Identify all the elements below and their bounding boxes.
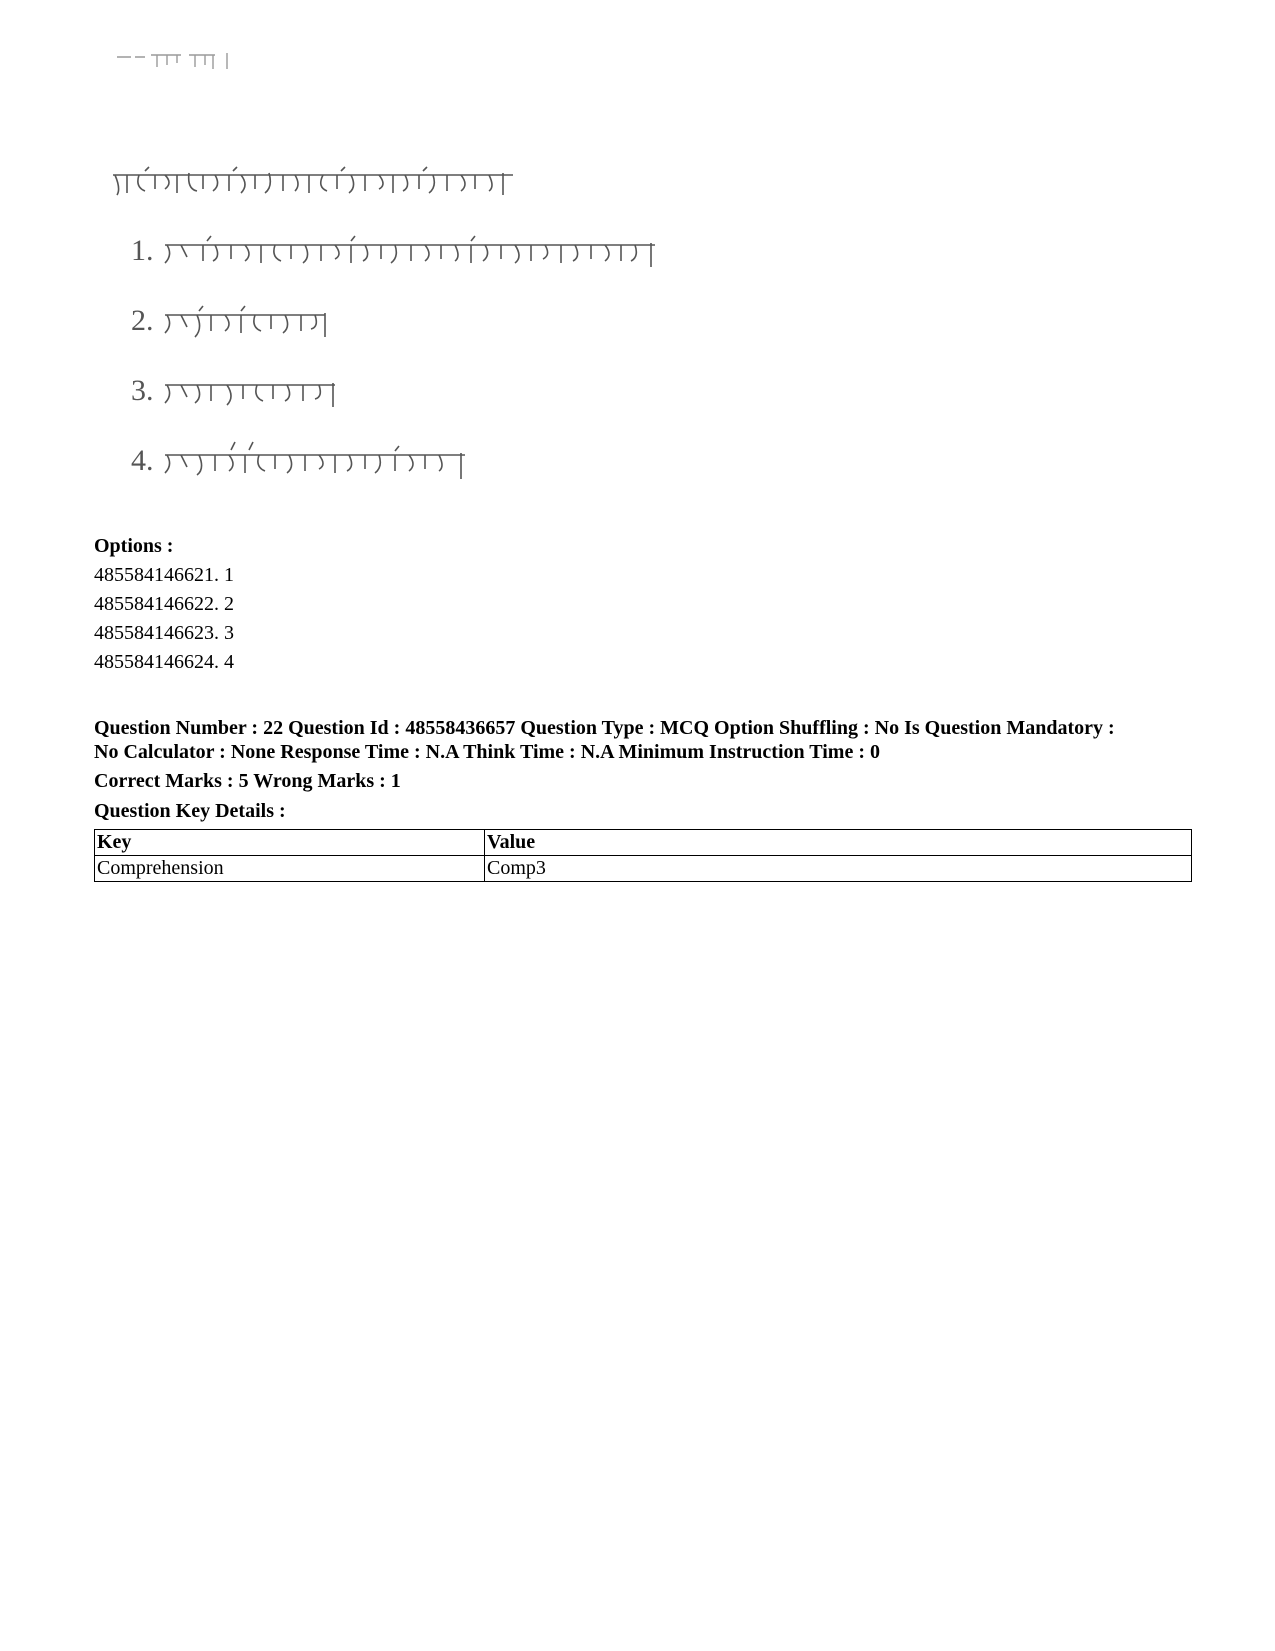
- table-row: [95, 856, 1192, 882]
- image-number-1: 1.: [131, 234, 154, 267]
- options-section: [94, 532, 234, 677]
- question-script-line: [113, 167, 513, 195]
- image-number-3: 3.: [131, 374, 154, 407]
- key-details-table: [94, 829, 1192, 882]
- option-script-line-4: [165, 442, 465, 479]
- option-item-1: 485584146621. 1: [94, 564, 234, 586]
- image-number-2: 2.: [131, 304, 154, 337]
- options-header: Options :: [94, 535, 174, 557]
- option-script-line-3: [165, 383, 335, 407]
- option-script-line-1: [165, 236, 655, 267]
- table-header-key: Key: [95, 830, 485, 856]
- key-details-header: Question Key Details :: [94, 800, 286, 822]
- faded-script-fragment: [117, 53, 227, 69]
- option-item-2: 485584146622. 2: [94, 593, 234, 615]
- table-header-value: Value: [485, 830, 1192, 856]
- option-item-3: 485584146623. 3: [94, 622, 234, 644]
- question-meta-line-2: No Calculator : None Response Time : N.A Think Time : N.A Minimum Instruction Time : 0: [94, 741, 880, 763]
- question-meta-line-1: Question Number : 22 Question Id : 48558436657 Question Type : MCQ Option Shuffling : No Is Question Mandatory :: [94, 717, 1115, 739]
- question-meta: [94, 716, 1194, 764]
- question-image: [105, 45, 705, 505]
- marks-line: Correct Marks : 5 Wrong Marks : 1: [94, 770, 401, 792]
- option-script-line-2: [165, 306, 325, 337]
- table-cell-key: Comprehension: [95, 856, 485, 882]
- table-header-row: [95, 830, 1192, 856]
- option-item-4: 485584146624. 4: [94, 651, 234, 673]
- image-number-4: 4.: [131, 444, 154, 477]
- table-cell-value: Comp3: [485, 856, 1192, 882]
